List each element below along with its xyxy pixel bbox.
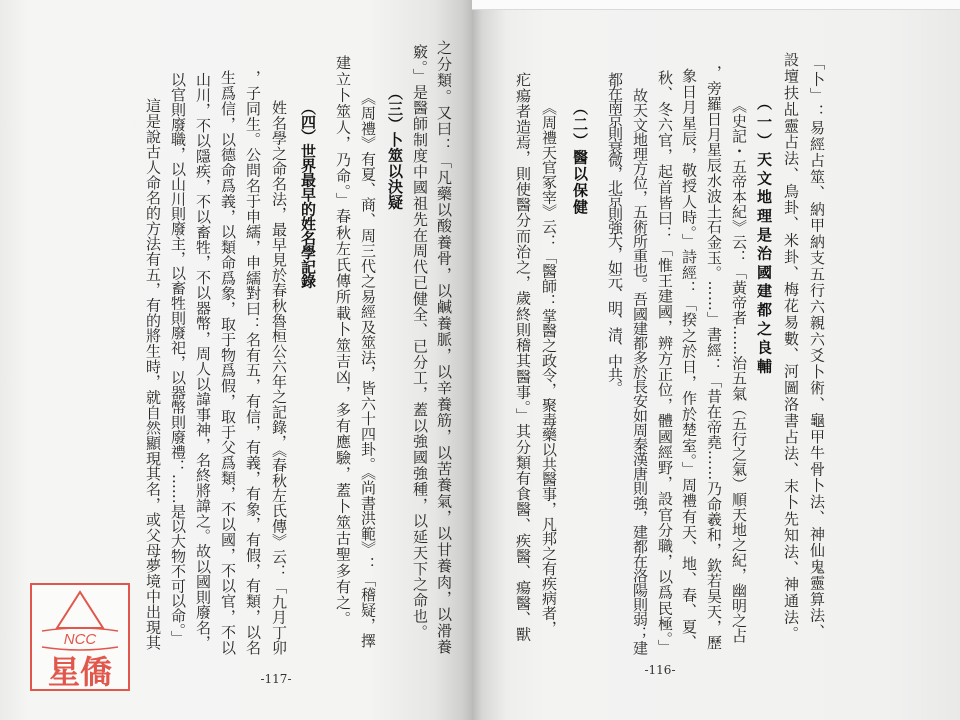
- text-column: [167, 72, 189, 645]
- text-column: [538, 100, 560, 635]
- section-heading-text: （三）卜筮以決疑: [386, 85, 404, 210]
- text-line: 秋、冬六官，起首皆曰：「惟王建國，辨方正位，體國經野，設官分職，以爲民極。」: [656, 70, 674, 655]
- text-line: 都在南京則衰微，北京則強大，如元、明、清、中共。: [606, 72, 624, 395]
- page-number: -117-: [260, 672, 292, 686]
- text-column: [217, 70, 239, 655]
- section-heading: [384, 85, 406, 210]
- text-column: [629, 88, 651, 655]
- text-column: [604, 72, 626, 394]
- right-page: [472, 0, 960, 720]
- text-column: [654, 70, 676, 655]
- text-line: 設壇扶乩靈占法、鳥卦、米卦、梅花易數、河圖洛書占法、末卜先知法、神通法。: [782, 52, 800, 642]
- text-line: 疕瘍者造焉，則使醫分而治之，歲終則稽其醫事。」其分類有食醫、疾醫、瘍醫、獸: [514, 72, 532, 642]
- text-column: [357, 90, 379, 648]
- section-heading: [569, 100, 591, 215]
- text-column: [780, 52, 802, 642]
- text-line: 生爲信，以德命爲義，以類命爲象，取于物爲假，取于父爲類，不以國，不以官，不以: [219, 70, 237, 655]
- text-line: 建立卜筮人，乃命。」春秋左氏傳所載卜筮吉凶，多有應驗，蓋卜筮古聖多有之。: [334, 55, 352, 627]
- text-column: [142, 98, 164, 650]
- text-column: [242, 70, 264, 655]
- text-line: 這是說古人命名的方法有五，有的將生時，就自然顯現其名，或父母夢境中出現其: [144, 98, 162, 650]
- section-heading-text: （二）醫以保健: [571, 100, 589, 215]
- left-page: [0, 0, 472, 720]
- section-heading: [297, 100, 319, 288]
- text-column: [332, 55, 354, 627]
- text-line: 姓名學之命名法，最早見於春秋魯桓公六年之記錄，《春秋左氏傳》云：「九月丁卯: [270, 100, 288, 655]
- text-line: ，子同生。公問名于申繻，申繻對曰：名有五，有信，有義，有象，有假，有類，以名: [244, 70, 262, 655]
- text-line: 故天文地理方位，五術所重也。吾國建都多於長安如周秦漢唐則強，建都在洛陽則弱；建: [631, 88, 649, 656]
- text-line: 之分類。又曰：「凡藥以酸養骨，以鹹養脈，以辛養筋，以苦養氣，以甘養肉，以滑養: [435, 40, 453, 655]
- text-column: [409, 44, 431, 640]
- text-line: 《周禮天官冢宰》云：「醫師：掌醫之政令，聚毒藥以共醫事，凡邦之有疾病者，: [540, 100, 558, 636]
- page-number: -116-: [644, 663, 676, 677]
- section-heading: [753, 95, 775, 377]
- text-line: 「卜」：易經占筮、納甲納支五行六親六爻卜術、龜甲牛骨卜法、神仙鬼靈算法、: [808, 55, 826, 640]
- ncc-xingqiao-logo: [30, 583, 130, 691]
- text-line: 象日月星辰，敬授人時。」詩經：「揆之於日，作於楚室。」周禮有天、地、春、夏、: [680, 68, 698, 650]
- text-column: [512, 72, 534, 642]
- text-line: 竅。」是醫師制度中國祖先在周代已健全、已分工，蓋以強國強種，以延天下之命也。: [411, 44, 429, 640]
- text-column: [678, 68, 700, 650]
- text-column: [433, 40, 455, 655]
- text-column: [192, 72, 214, 650]
- text-column: [268, 100, 290, 655]
- page-top-edge: [472, 0, 960, 10]
- text-column: [806, 55, 828, 640]
- text-line: 《周禮》有夏、商、周三代之易經及筮法，皆六十四卦。《尚書洪範》：「稽疑，擇: [359, 90, 377, 648]
- text-column: [728, 98, 750, 643]
- section-heading-text: （四）世界最早的姓名學記錄: [299, 100, 317, 289]
- logo-latin-text: NCC: [63, 631, 97, 648]
- text-column: [703, 65, 725, 650]
- text-line: 以官則廢職，以山川則廢主，以畜牲則廢祀，以器幣則廢禮：……是以大物不可以命。」: [169, 72, 187, 646]
- text-line: 山川，不以隱疾，不以畜牲，不以器幣，周人以諱事神，名終將諱之。故以國則廢名，: [194, 72, 212, 650]
- logo-chinese-text: 星僑: [47, 653, 113, 691]
- section-heading-text: （一）天文地理是治國建都之良輔: [755, 95, 773, 377]
- text-line: 《史記・五帝本紀》云：「黃帝者……治五氣（五行之氣）順天地之紀，幽明之占: [730, 98, 748, 643]
- text-line: ，旁羅日月星辰水波土石金玉。……」書經：「昔在帝堯……乃命羲和，欽若昊天，歷: [705, 65, 723, 650]
